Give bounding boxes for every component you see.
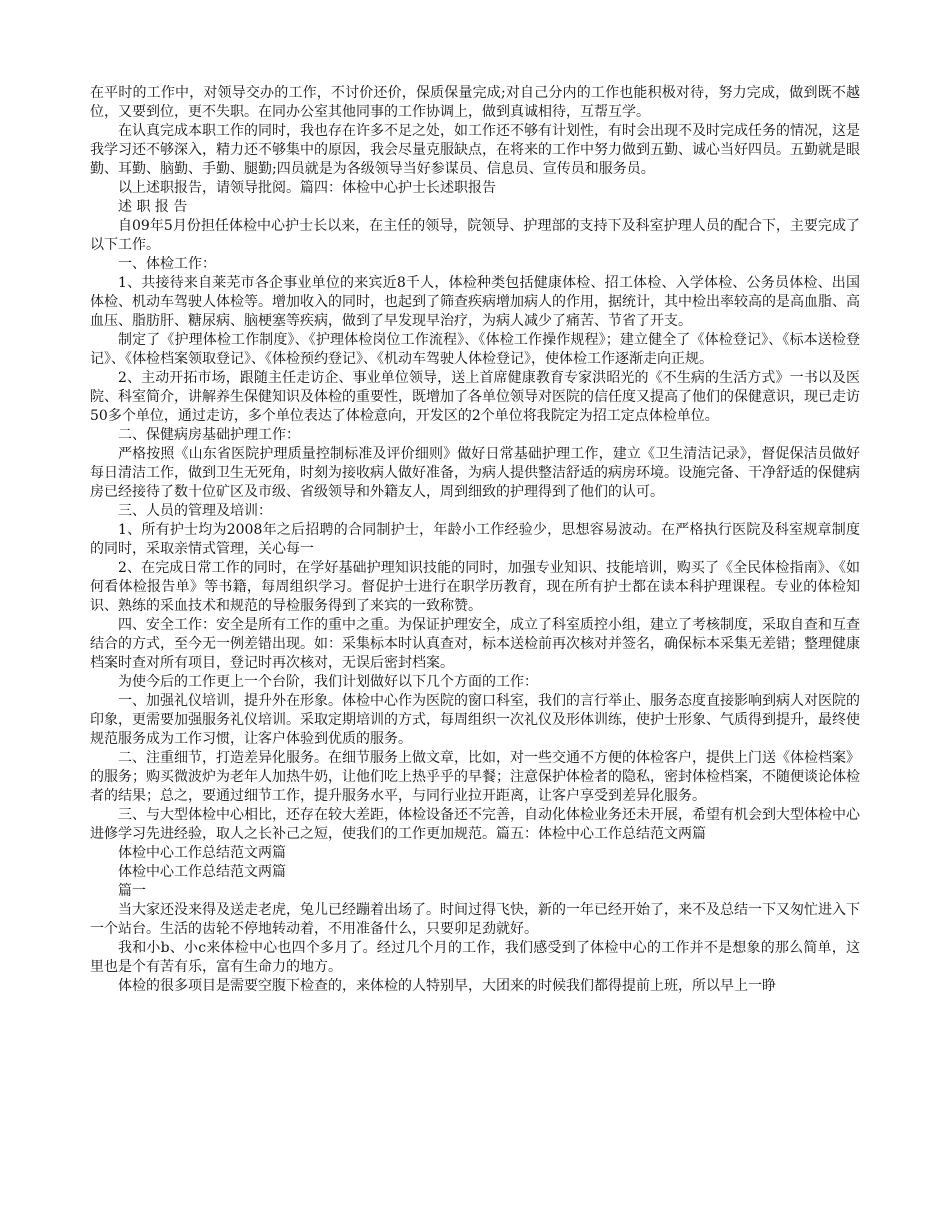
- section-heading: 三、人员的管理及培训：: [118, 503, 272, 519]
- paragraph: 我和小b、小c来体检中心也四个多月了。经过几个月的工作，我们感受到了体检中心的工作并不是想象的那么简单，这里也是个有苦有乐，富有生命力的地方。: [90, 940, 860, 975]
- paragraph: 1、所有护士均为2008年之后招聘的合同制护士，年龄小工作经验少，思想容易波动。在严格执行医院及科室规章制度的同时，采取亲情式管理，关心每一: [90, 522, 860, 557]
- paragraph: 自09年5月份担任体检中心护士长以来，在主任的领导，院领导、护理部的支持下及科室护理人员的配合下，主要完成了以下工作。: [90, 218, 860, 253]
- paragraph: 在平时的工作中，对领导交办的工作，不讨价还价，保质保量完成;对自己分内的工作也能积极对待，努力完成，做到既不越位，又要到位，更不失职。在同办公室其他同事的工作协调上，做到真诚相待，互帮互学。: [90, 85, 860, 120]
- paragraph: 1、共接待来自莱芜市各企事业单位的来宾近8千人，体检种类包括健康体检、招工体检、入学体检、公务员体检、出国体检、机动车驾驶人体检等。增加收入的同时，也起到了筛查疾病增加病人的作用，据统计，其中检出率较高的是高血脂、高血压、脂肪肝、糖尿病、脑梗塞等疾病，做到了早发现早治疗，为病人减少了痛苦、节省了开支。: [90, 275, 860, 329]
- section-heading: 二、保健病房基础护理工作：: [118, 427, 300, 443]
- paragraph: 制定了《护理体检工作制度》、《护理体检岗位工作流程》、《体检工作操作规程》；建立健全了《体检登记》、《标本送检登记》、《体检档案领取登记》、《体检预约登记》、《机动车驾驶人体检登记》，使体检工作逐渐走向正规。: [90, 332, 860, 367]
- paragraph: 为使今后的工作更上一个台阶，我们计划做好以下几个方面的工作：: [118, 674, 538, 690]
- paragraph: 四、安全工作：安全是所有工作的重中之重。为保证护理安全，成立了科室质控小组，建立了考核制度，采取自查和互查结合的方式，至今无一例差错出现。如：采集标本时认真查对，标本送检前再次核对并签名，确保标本采集无差错；整理健康档案时查对所有项目，登记时再次核对，无误后密封档案。: [90, 617, 860, 671]
- paragraph: 一、加强礼仪培训，提升外在形象。体检中心作为医院的窗口科室，我们的言行举止、服务态度直接影响到病人对医院的印象，更需要加强服务礼仪培训。采取定期培训的方式，每周组织一次礼仪及形体训练，使护士形象、气质得到提升，最终使规范服务成为工作习惯，让客户体验到优质的服务。: [90, 693, 860, 747]
- section-heading: 篇一: [118, 883, 146, 899]
- section-title: 体检中心工作总结范文两篇: [118, 845, 286, 861]
- paragraph: 在认真完成本职工作的同时，我也存在许多不足之处，如工作还不够有计划性，有时会出现不及时完成任务的情况，这是我学习还不够深入，精力还不够集中的原因，我会尽量克服缺点，在将来的工作中努力做到五勤、诚心当好四员。五勤就是眼勤、耳勤、脑勤、手勤、腿勤;四员就是为各级领导当好参谋员、信息员、宣传员和服务员。: [90, 123, 860, 177]
- section-title: 体检中心工作总结范文两篇: [118, 864, 286, 880]
- section-heading: 一、体检工作：: [118, 256, 216, 272]
- paragraph: 二、注重细节，打造差异化服务。在细节服务上做文章，比如，对一些交通不方便的体检客户，提供上门送《体检档案》的服务；购买微波炉为老年人加热牛奶，让他们吃上热乎乎的早餐；注意保护体检者的隐私，密封体检档案，不随便谈论体检者的结果；总之，要通过细节工作，提升服务水平，与同行业拉开距离，让客户享受到差异化服务。: [90, 750, 860, 804]
- paragraph: 2、主动开拓市场，跟随主任走访企、事业单位领导，送上首席健康教育专家洪昭光的《不生病的生活方式》一书以及医院、科室简介，讲解养生保健知识及体检的重要性，既增加了各单位领导对医院的信任度又提高了他们的保健意识，现已走访50多个单位，通过走访，多个单位表达了体检意向，开发区的2个单位将我院定为招工定点体检单位。: [90, 370, 860, 424]
- section-title: 述 职 报 告: [118, 199, 188, 215]
- paragraph: 2、在完成日常工作的同时，在学好基础护理知识技能的同时，加强专业知识、技能培训，购买了《全民体检指南》、《如何看体检报告单》等书籍，每周组织学习。督促护士进行在职学历教育，现在所有护士都在读本科护理课程。专业的体检知识、熟练的采血技术和规范的导检服务得到了来宾的一致称赞。: [90, 560, 860, 614]
- paragraph: 以上述职报告，请领导批阅。篇四：体检中心护士长述职报告: [118, 180, 496, 196]
- paragraph: 三、与大型体检中心相比，还存在较大差距，体检设备还不完善，自动化体检业务还未开展，希望有机会到大型体检中心进修学习先进经验，取人之长补己之短，使我们的工作更加规范。篇五：体检中心工作总结范文两篇: [90, 807, 860, 842]
- document-body: [90, 84, 860, 996]
- paragraph: 严格按照《山东省医院护理质量控制标准及评价细则》做好日常基础护理工作，建立《卫生清洁记录》，督促保洁员做好每日清洁工作，做到卫生无死角，时刻为接收病人做好准备，为病人提供整洁舒适的病房环境。设施完备、干净舒适的保健病房已经接待了数十位矿区及市级、省级领导和外籍友人，周到细致的护理得到了他们的认可。: [90, 446, 860, 500]
- paragraph: 当大家还没来得及送走老虎，兔儿已经蹦着出场了。时间过得飞快，新的一年已经开始了，来不及总结一下又匆忙进入下一个站台。生活的齿轮不停地转动着，不用准备什么，只要卯足劲就好。: [90, 902, 860, 937]
- paragraph: 体检的很多项目是需要空腹下检查的，来体检的人特别早，大团来的时候我们都得提前上班，所以早上一睁: [118, 978, 776, 994]
